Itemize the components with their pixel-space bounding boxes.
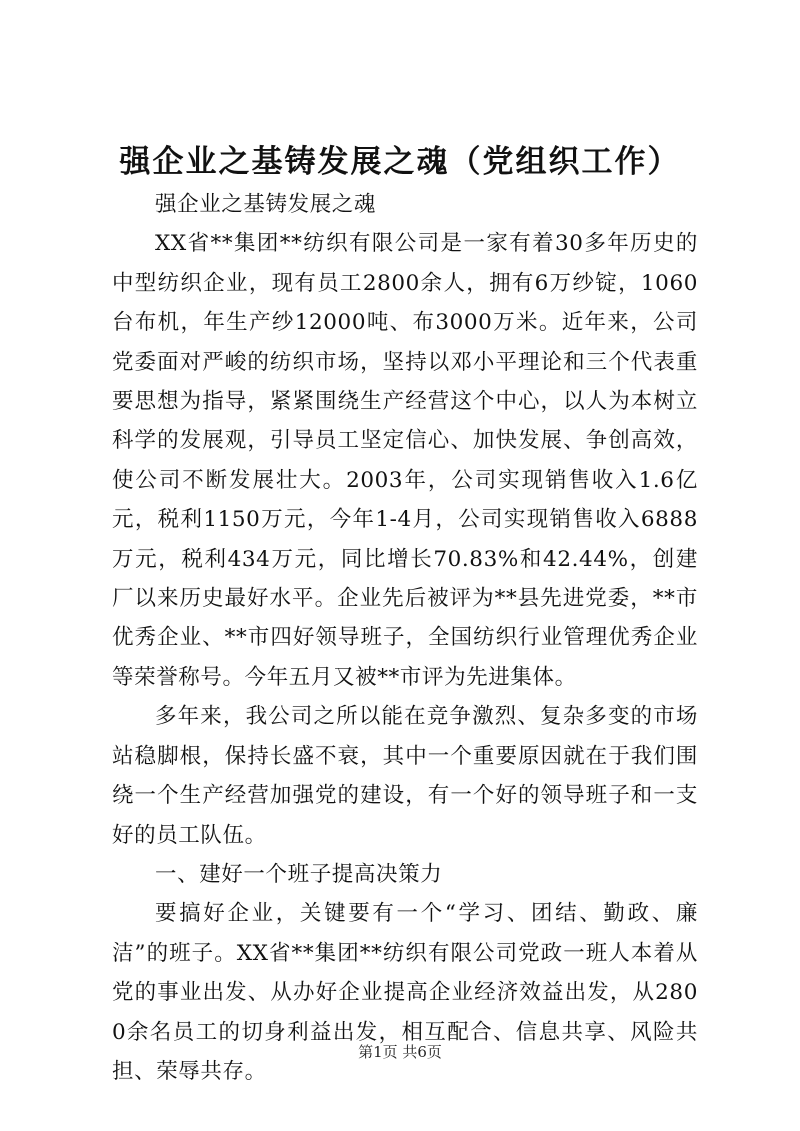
- section-heading-1: 一、建好一个班子提高决策力: [155, 861, 443, 887]
- body-paragraph-leadership: 要搞好企业，关键要有一个“学习、团结、勤政、廉洁”的班子。XX省**集团**纺织有限公司党政一班人本着从党的事业出发、从办好企业提高企业经济效益出发，从2800余名员工的切身利益出发，相互配合、信息共享、风险共担、荣辱共存。: [112, 901, 698, 1084]
- document-title: 强企业之基铸发展之魂（党组织工作）: [119, 144, 681, 180]
- body-paragraph-company-overview: XX省**集团**纺织有限公司是一家有着30多年历史的中型纺织企业，现有员工2800余人，拥有6万纱锭，1060台布机，年生产纱12000吨、布3000万米。近年来，公司党委面对严峻的纺织市场，坚持以邓小平理论和三个代表重要思想为指导，紧紧围绕生产经营这个中心，以人为本树立科学的发展观，引导员工坚定信心、加快发展、争创高效，使公司不断发展壮大。2003年，公司实现销售收入1.6亿元，税利1150万元，今年1-4月，公司实现销售收入6888万元，税利434万元，同比增长70.83%和42.44%，创建厂以来历史最好水平。企业先后被评为**县先进党委，**市优秀企业、**市四好领导班子，全国纺织行业管理优秀企业等荣誉称号。今年五月又被**市评为先进集体。: [112, 231, 698, 690]
- page-footer: 第1页 共6页: [358, 1043, 442, 1061]
- document-body: [112, 185, 698, 1091]
- subtitle-paragraph: 强企业之基铸发展之魂: [155, 192, 377, 217]
- body-paragraph-reason: 多年来，我公司之所以能在竞争激烈、复杂多变的市场站稳脚根，保持长盛不衰，其中一个重要原因就在于我们围绕一个生产经营加强党的建设，有一个好的领导班子和一支好的员工队伍。: [112, 704, 698, 848]
